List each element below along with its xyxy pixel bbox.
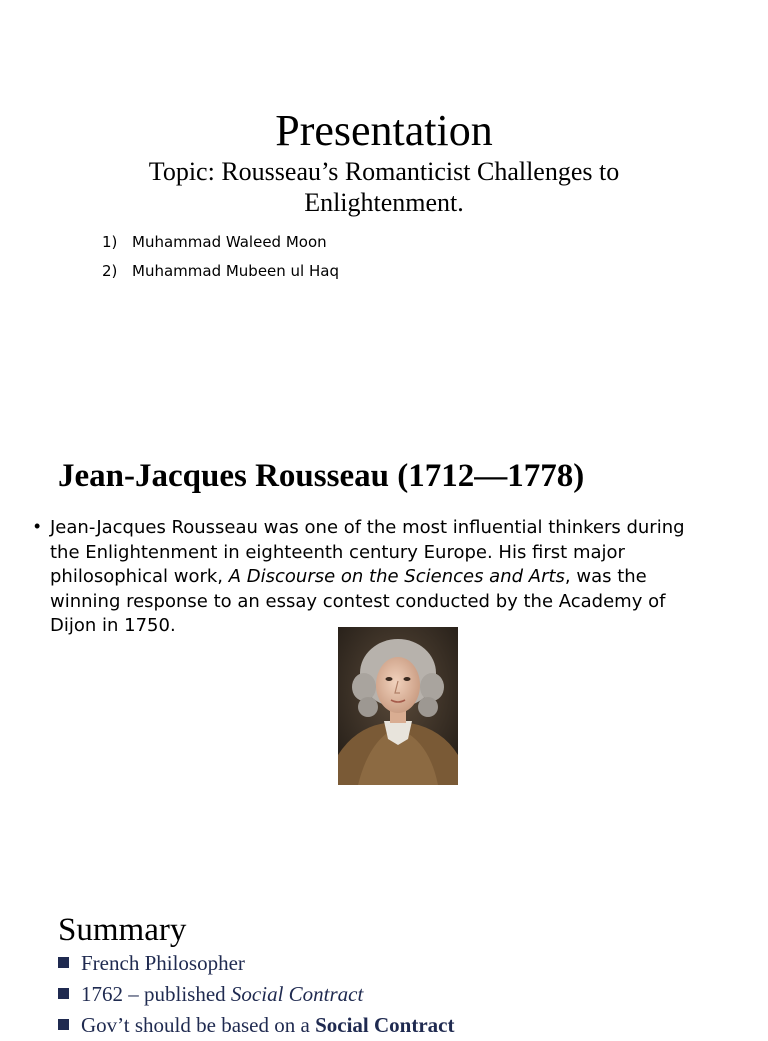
square-bullet-icon — [58, 957, 69, 968]
presentation-title: Presentation — [275, 106, 493, 155]
summary-list — [58, 948, 454, 1041]
square-bullet-icon — [58, 988, 69, 999]
biography-paragraph — [50, 516, 686, 639]
summary-item-text: Gov’t should be based on a — [81, 1013, 316, 1037]
square-bullet-icon — [58, 1019, 69, 1030]
summary-item-bold: Social Contract — [315, 1013, 455, 1037]
author-number: 2) — [102, 262, 118, 280]
summary-item-text: French Philosopher — [81, 951, 245, 975]
list-item — [58, 948, 454, 979]
summary-item-text: 1762 – published — [81, 982, 231, 1006]
biography-slide — [0, 440, 768, 820]
author-item — [102, 257, 339, 286]
title-slide — [0, 0, 768, 400]
portrait-image — [338, 627, 458, 785]
summary-slide — [0, 900, 768, 1037]
presentation-topic: Topic: Rousseau’s Romanticist Challenges to Enlightenment. — [148, 157, 620, 217]
biography-text-end: , was the winning response to an essay contest conducted by the Academy of Dijon in 1750. — [50, 566, 666, 637]
biography-heading: Jean-Jacques Rousseau (1712—1778) — [58, 458, 585, 494]
summary-heading: Summary — [58, 912, 187, 948]
summary-item-italic: Social Contract — [230, 982, 364, 1006]
biography-work-title: A Discourse on the Sciences and Arts — [228, 566, 565, 588]
author-item — [102, 228, 339, 257]
author-number: 1) — [102, 233, 118, 251]
list-item — [58, 1010, 454, 1041]
bullet-icon: • — [34, 516, 41, 536]
author-name: Muhammad Waleed Moon — [132, 233, 327, 251]
list-item — [58, 979, 454, 1010]
biography-text-start: Jean-Jacques Rousseau was one of the most influential thinkers during the Enlightenment in eighteenth century Europe. His first major philosophical work, — [50, 517, 685, 588]
author-name: Muhammad Mubeen ul Haq — [132, 262, 339, 280]
author-list — [102, 228, 339, 286]
